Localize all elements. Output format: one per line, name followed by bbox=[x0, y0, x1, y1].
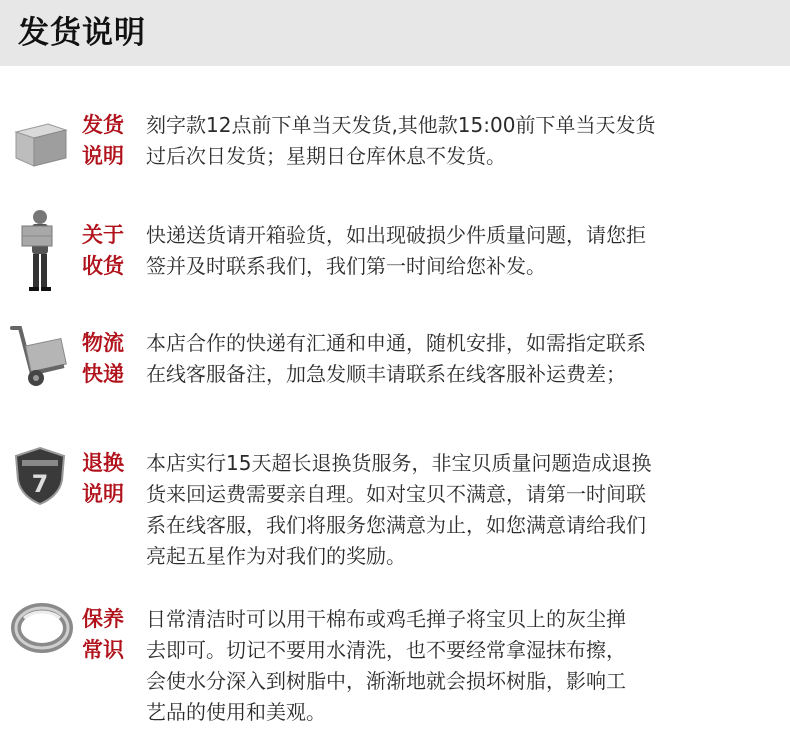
section-returns bbox=[0, 440, 790, 580]
page-title: 发货说明 bbox=[18, 15, 146, 51]
delivery-person-icon bbox=[16, 208, 66, 294]
section-label: 物流 快递 bbox=[82, 331, 124, 386]
shield-badge-icon bbox=[12, 446, 68, 506]
section-text: 刻字款12点前下单当天发货,其他款15:00前下单当天发货 过后次日发货；星期日仓库休息不发货。 bbox=[146, 113, 656, 168]
section-label: 保养 常识 bbox=[82, 607, 124, 662]
header-bar bbox=[0, 0, 790, 66]
section-text: 日常清洁时可以用干棉布或鸡毛掸子将宝贝上的灰尘掸 去即可。切记不要用水清洗，也不要经常拿湿抹布擦， 会使水分深入到树脂中，渐渐地就会损坏树脂，影响工 艺品的使用和美观。 bbox=[146, 607, 626, 724]
hand-truck-icon bbox=[6, 322, 72, 388]
section-logistics bbox=[0, 320, 790, 400]
section-text: 本店实行15天超长退换货服务，非宝贝质量问题造成退换 货来回运费需要亲自理。如对宝贝不满意，请第一时间联 系在线客服，我们将服务您满意为止，如您满意请给我们 亮起五星作为对我们的奖励。 bbox=[146, 451, 652, 568]
section-text: 本店合作的快递有汇通和申通，随机安排，如需指定联系 在线客服备注，加急发顺丰请联系在线客服补运费差； bbox=[146, 331, 646, 386]
section-label: 退换 说明 bbox=[82, 451, 124, 506]
badge-number: 7 bbox=[31, 470, 49, 498]
box-icon bbox=[12, 116, 70, 170]
section-label: 发货 说明 bbox=[82, 113, 124, 168]
section-shipping bbox=[0, 108, 790, 188]
section-text: 快递送货请开箱验货，如出现破损少件质量问题，请您拒 签并及时联系我们，我们第一时间给您补发。 bbox=[146, 223, 646, 278]
section-label: 关于 收货 bbox=[82, 223, 124, 278]
section-receiving bbox=[0, 208, 790, 298]
section-maintenance bbox=[0, 598, 790, 728]
ring-icon bbox=[10, 600, 74, 656]
